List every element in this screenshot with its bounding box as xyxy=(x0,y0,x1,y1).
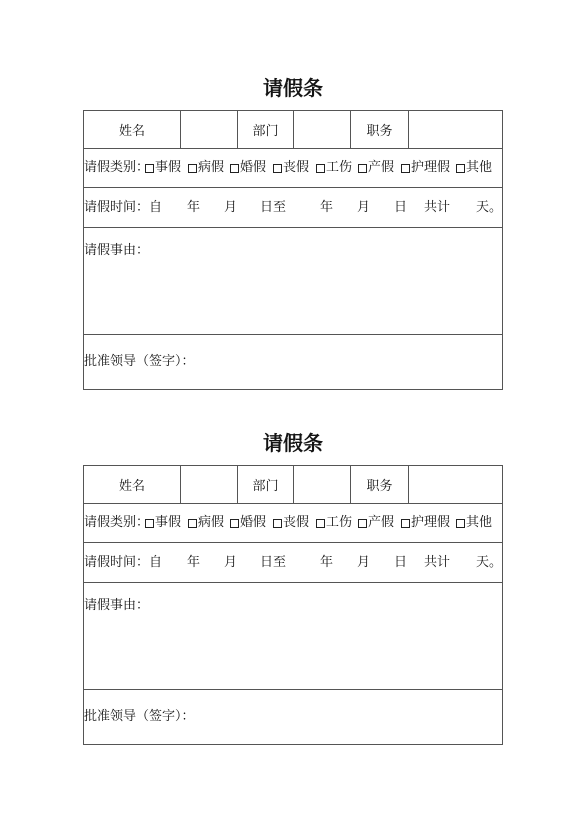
leave-type-option xyxy=(358,504,394,542)
checkbox-icon xyxy=(230,519,239,528)
department-label: 部门 xyxy=(252,479,279,494)
checkbox-icon xyxy=(230,164,239,173)
leave-form-table xyxy=(83,110,503,390)
leave-time-start-month: 月 xyxy=(224,555,238,570)
leave-type-option xyxy=(316,504,352,542)
leave-time-label: 请假时间：自 xyxy=(84,200,163,215)
reason-row xyxy=(84,228,502,335)
leave-time-total-label: 共计 xyxy=(424,555,451,570)
name-value-cell xyxy=(181,466,238,503)
leave-type-option xyxy=(188,504,224,542)
leave-time-days-unit: 天。 xyxy=(476,555,503,570)
leave-time-start-year: 年 xyxy=(187,555,201,570)
leave-time-end-year: 年 xyxy=(320,555,334,570)
leave-type-option-label: 婚假 xyxy=(240,160,267,175)
checkbox-icon xyxy=(273,164,282,173)
leave-type-option-label: 工伤 xyxy=(326,515,353,530)
leave-time-days-unit: 天。 xyxy=(476,200,503,215)
leave-type-option-label: 病假 xyxy=(198,515,225,530)
checkbox-icon xyxy=(188,519,197,528)
leave-form xyxy=(83,427,503,745)
leave-type-option xyxy=(401,504,450,542)
reason-label: 请假事由： xyxy=(84,243,150,258)
leave-type-row xyxy=(84,504,502,543)
leave-type-option-label: 丧假 xyxy=(283,160,310,175)
position-label-cell xyxy=(351,466,409,503)
checkbox-icon xyxy=(145,519,154,528)
leave-type-option xyxy=(358,149,394,187)
leave-type-option-label: 产假 xyxy=(368,515,395,530)
leave-type-label: 请假类别： xyxy=(84,160,150,175)
leave-type-option-label: 产假 xyxy=(368,160,395,175)
leave-type-option-label: 工伤 xyxy=(326,160,353,175)
department-label: 部门 xyxy=(252,124,279,139)
name-label-cell xyxy=(84,466,181,503)
checkbox-icon xyxy=(358,519,367,528)
leave-type-option xyxy=(456,149,492,187)
department-label-cell xyxy=(238,111,294,148)
leave-type-option xyxy=(401,149,450,187)
info-row xyxy=(84,466,502,504)
leave-type-option xyxy=(145,504,181,542)
leave-time-start-year: 年 xyxy=(187,200,201,215)
checkbox-icon xyxy=(358,164,367,173)
position-label: 职务 xyxy=(366,124,393,139)
leave-type-option xyxy=(456,504,492,542)
checkbox-icon xyxy=(401,519,410,528)
form-title: 请假条 xyxy=(263,431,323,455)
name-label-cell xyxy=(84,111,181,148)
leave-type-option-label: 护理假 xyxy=(411,515,451,530)
position-label: 职务 xyxy=(366,479,393,494)
leave-type-label: 请假类别： xyxy=(84,515,150,530)
leave-time-end-year: 年 xyxy=(320,200,334,215)
leave-type-option xyxy=(316,149,352,187)
form-title: 请假条 xyxy=(263,76,323,100)
leave-time-end-month: 月 xyxy=(357,555,371,570)
leave-type-option xyxy=(273,504,309,542)
position-value-cell xyxy=(409,111,502,148)
leave-time-start-month: 月 xyxy=(224,200,238,215)
checkbox-icon xyxy=(456,519,465,528)
approver-signature-label: 批准领导（签字）： xyxy=(84,354,195,369)
leave-type-option xyxy=(188,149,224,187)
checkbox-icon xyxy=(273,519,282,528)
name-label: 姓名 xyxy=(118,124,145,139)
leave-type-row xyxy=(84,149,502,188)
reason-label: 请假事由： xyxy=(84,598,150,613)
leave-time-label: 请假时间：自 xyxy=(84,555,163,570)
info-row xyxy=(84,111,502,149)
approver-row xyxy=(84,690,502,744)
approver-row xyxy=(84,335,502,389)
leave-type-option-label: 其他 xyxy=(466,515,493,530)
leave-type-option-label: 其他 xyxy=(466,160,493,175)
checkbox-icon xyxy=(401,164,410,173)
checkbox-icon xyxy=(456,164,465,173)
checkbox-icon xyxy=(188,164,197,173)
department-label-cell xyxy=(238,466,294,503)
position-label-cell xyxy=(351,111,409,148)
leave-type-option-label: 事假 xyxy=(155,160,182,175)
checkbox-icon xyxy=(145,164,154,173)
leave-type-option-label: 丧假 xyxy=(283,515,310,530)
leave-type-option-label: 病假 xyxy=(198,160,225,175)
leave-time-end-day: 日 xyxy=(394,555,408,570)
leave-type-option xyxy=(273,149,309,187)
leave-time-start-day: 日至 xyxy=(260,555,287,570)
position-value-cell xyxy=(409,466,502,503)
checkbox-icon xyxy=(316,519,325,528)
leave-time-start-day: 日至 xyxy=(260,200,287,215)
leave-form-table xyxy=(83,465,503,745)
approver-signature-label: 批准领导（签字）： xyxy=(84,709,195,724)
leave-time-end-month: 月 xyxy=(357,200,371,215)
leave-type-option xyxy=(230,149,266,187)
leave-type-option-label: 事假 xyxy=(155,515,182,530)
leave-time-end-day: 日 xyxy=(394,200,408,215)
checkbox-icon xyxy=(316,164,325,173)
department-value-cell xyxy=(294,111,351,148)
leave-type-option-label: 婚假 xyxy=(240,515,267,530)
reason-row xyxy=(84,583,502,690)
name-value-cell xyxy=(181,111,238,148)
leave-form xyxy=(83,72,503,390)
leave-time-total-label: 共计 xyxy=(424,200,451,215)
department-value-cell xyxy=(294,466,351,503)
leave-type-option-label: 护理假 xyxy=(411,160,451,175)
leave-time-row xyxy=(84,188,502,228)
leave-type-option xyxy=(230,504,266,542)
leave-type-option xyxy=(145,149,181,187)
name-label: 姓名 xyxy=(118,479,145,494)
leave-time-row xyxy=(84,543,502,583)
